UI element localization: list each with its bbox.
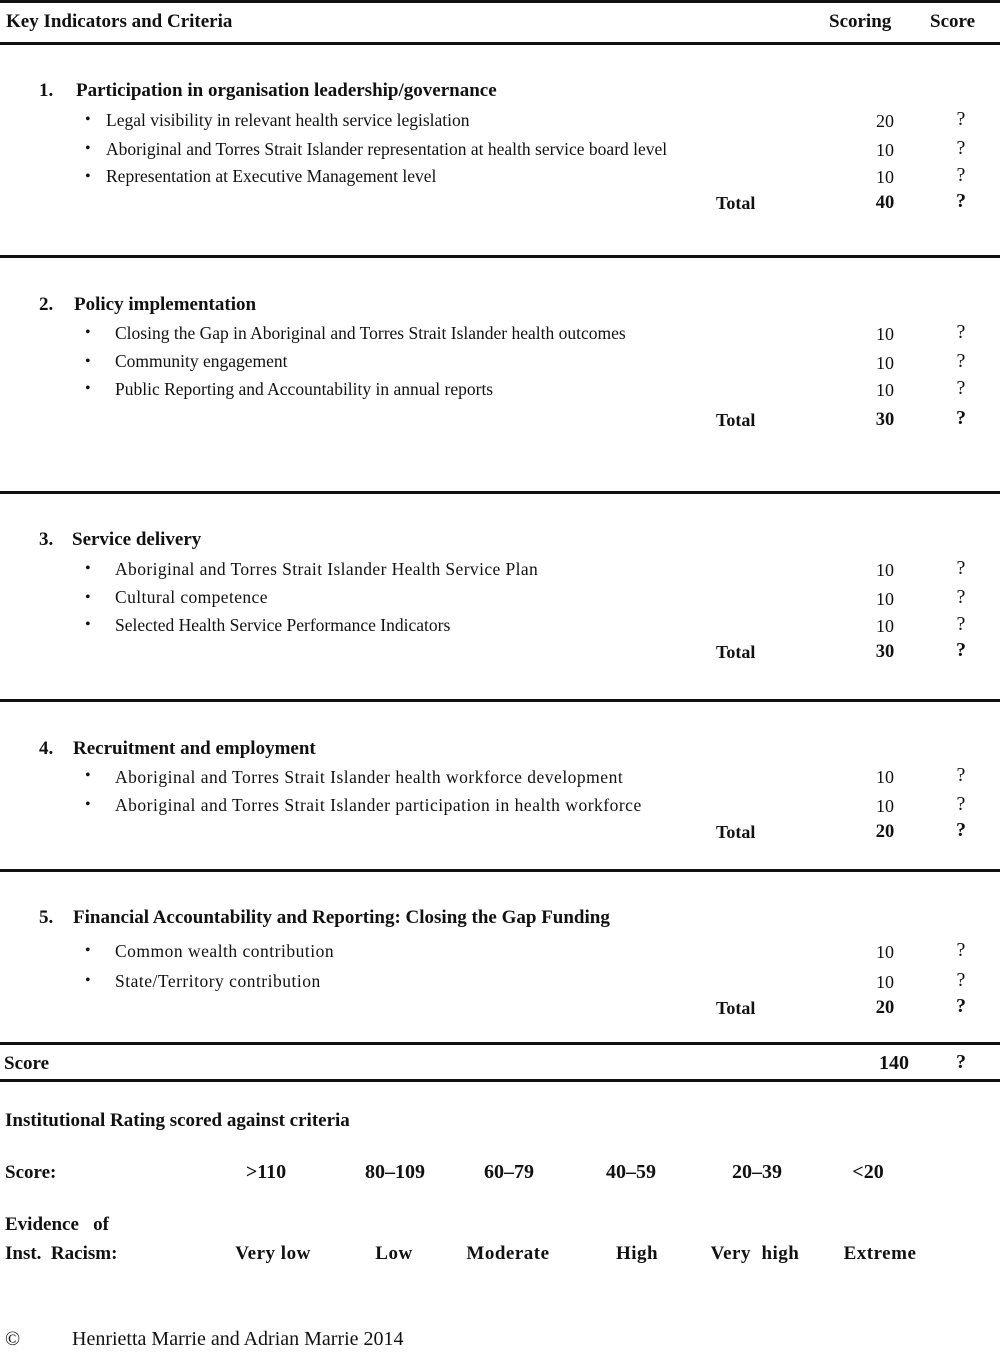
- evidence-label-line2: Inst. Racism:: [5, 1243, 118, 1264]
- total-score: ?: [956, 190, 966, 212]
- rating-range: <20: [852, 1161, 884, 1183]
- evidence-label-line1: Evidence of: [5, 1214, 109, 1235]
- criterion-points: 10: [876, 140, 894, 160]
- copyright-text: Henrietta Marrie and Adrian Marrie 2014: [72, 1328, 404, 1350]
- grand-total-bottom-rule: [0, 1079, 1000, 1082]
- criterion-points: 10: [876, 767, 894, 787]
- criterion-label: Public Reporting and Accountability in annual reports: [115, 379, 494, 399]
- bullet: •: [85, 767, 91, 784]
- total-points: 40: [875, 193, 895, 213]
- grand-total-points: 140: [879, 1052, 909, 1074]
- bullet: •: [85, 796, 91, 813]
- total-label: Total: [716, 642, 756, 662]
- criterion-label: Aboriginal and Torres Strait Islander representation at health service board level: [106, 139, 668, 159]
- copyright-icon: ©: [5, 1328, 21, 1350]
- criterion-score: ?: [956, 321, 966, 343]
- criterion-score: ?: [956, 108, 966, 130]
- section-divider: [0, 491, 1000, 494]
- bullet: •: [85, 616, 91, 633]
- section-number: 1.: [39, 80, 54, 101]
- criterion-points: 10: [876, 616, 894, 636]
- total-score: ?: [956, 639, 966, 661]
- section-title: Policy implementation: [74, 294, 257, 315]
- section-title: Financial Accountability and Reporting: Closing the Gap Funding: [73, 907, 610, 928]
- criterion-label: Community engagement: [115, 351, 288, 371]
- bullet: •: [85, 140, 91, 157]
- rating-level: Very high: [710, 1243, 800, 1264]
- criterion-score: ?: [956, 793, 966, 815]
- total-label: Total: [716, 193, 756, 213]
- criterion-points: 10: [876, 972, 894, 992]
- bullet: •: [85, 589, 91, 606]
- criterion-score: ?: [956, 969, 966, 991]
- criterion-score: ?: [956, 350, 966, 372]
- section-divider: [0, 699, 1000, 702]
- criterion-score: ?: [956, 377, 966, 399]
- section-number: 4.: [39, 738, 54, 759]
- grand-total-top-rule: [0, 1042, 1000, 1045]
- bullet: •: [85, 942, 91, 959]
- header-scoring-label: Scoring: [829, 11, 892, 32]
- criterion-points: 20: [876, 111, 894, 131]
- criterion-label: Legal visibility in relevant health service legislation: [106, 110, 470, 130]
- criterion-label: Representation at Executive Management level: [106, 166, 437, 186]
- rating-range: 60–79: [484, 1161, 534, 1183]
- total-score: ?: [956, 407, 966, 429]
- total-points: 20: [875, 998, 895, 1018]
- criterion-label: Aboriginal and Torres Strait Islander participation in health workforce: [115, 795, 642, 815]
- criterion-score: ?: [956, 586, 966, 608]
- rating-level: Moderate: [466, 1243, 550, 1264]
- bullet: •: [85, 972, 91, 989]
- criterion-score: ?: [956, 939, 966, 961]
- rating-score-label: Score:: [5, 1162, 57, 1183]
- rating-range: >110: [245, 1161, 287, 1183]
- section-number: 5.: [39, 907, 54, 928]
- bullet: •: [85, 560, 91, 577]
- rating-level: Low: [375, 1243, 413, 1264]
- criterion-label: Closing the Gap in Aboriginal and Torres Strait Islander health outcomes: [115, 323, 626, 343]
- rating-range: 40–59: [606, 1161, 656, 1183]
- criterion-label: State/Territory contribution: [115, 971, 321, 991]
- total-points: 30: [875, 642, 895, 662]
- header-rule: [0, 42, 1000, 45]
- rating-title: Institutional Rating scored against criteria: [5, 1110, 350, 1131]
- criterion-points: 10: [876, 353, 894, 373]
- bullet: •: [85, 353, 91, 370]
- total-score: ?: [956, 819, 966, 841]
- criterion-label: Selected Health Service Performance Indicators: [115, 615, 451, 635]
- criterion-label: Common wealth contribution: [115, 941, 335, 961]
- rating-level: High: [615, 1243, 659, 1264]
- total-points: 30: [875, 410, 895, 430]
- criterion-points: 10: [876, 942, 894, 962]
- criterion-score: ?: [956, 613, 966, 635]
- section-number: 2.: [39, 294, 54, 315]
- total-label: Total: [716, 410, 756, 430]
- criterion-points: 10: [876, 796, 894, 816]
- section-divider: [0, 869, 1000, 872]
- section-number: 3.: [39, 529, 54, 550]
- total-label: Total: [716, 822, 756, 842]
- section-title: Participation in organisation leadership/governance: [76, 80, 497, 101]
- header-title: Key Indicators and Criteria: [6, 11, 233, 32]
- criterion-score: ?: [956, 164, 966, 186]
- bullet: •: [85, 380, 91, 397]
- bullet: •: [85, 111, 91, 128]
- criterion-points: 10: [876, 380, 894, 400]
- criterion-score: ?: [956, 137, 966, 159]
- section-title: Recruitment and employment: [73, 738, 316, 759]
- bullet: •: [85, 168, 91, 185]
- criterion-points: 10: [876, 324, 894, 344]
- criterion-points: 10: [876, 589, 894, 609]
- criterion-label: Cultural competence: [115, 587, 268, 607]
- criterion-label: Aboriginal and Torres Strait Islander Health Service Plan: [115, 559, 539, 579]
- section-title: Service delivery: [72, 529, 202, 550]
- criterion-points: 10: [876, 560, 894, 580]
- grand-total-label: Score: [4, 1053, 50, 1074]
- rating-range: 20–39: [732, 1161, 782, 1183]
- bullet: •: [85, 324, 91, 341]
- rating-level: Very low: [235, 1243, 311, 1264]
- rating-range: 80–109: [365, 1161, 425, 1183]
- section-divider: [0, 255, 1000, 258]
- rating-level: Extreme: [843, 1243, 917, 1264]
- grand-total-score: ?: [956, 1051, 966, 1073]
- criterion-points: 10: [876, 167, 894, 187]
- total-label: Total: [716, 998, 756, 1018]
- top-rule: [0, 0, 1000, 3]
- criterion-score: ?: [956, 557, 966, 579]
- total-score: ?: [956, 995, 966, 1017]
- total-points: 20: [875, 822, 895, 842]
- criterion-label: Aboriginal and Torres Strait Islander health workforce development: [115, 767, 624, 787]
- header-score-label: Score: [930, 11, 976, 32]
- criterion-score: ?: [956, 764, 966, 786]
